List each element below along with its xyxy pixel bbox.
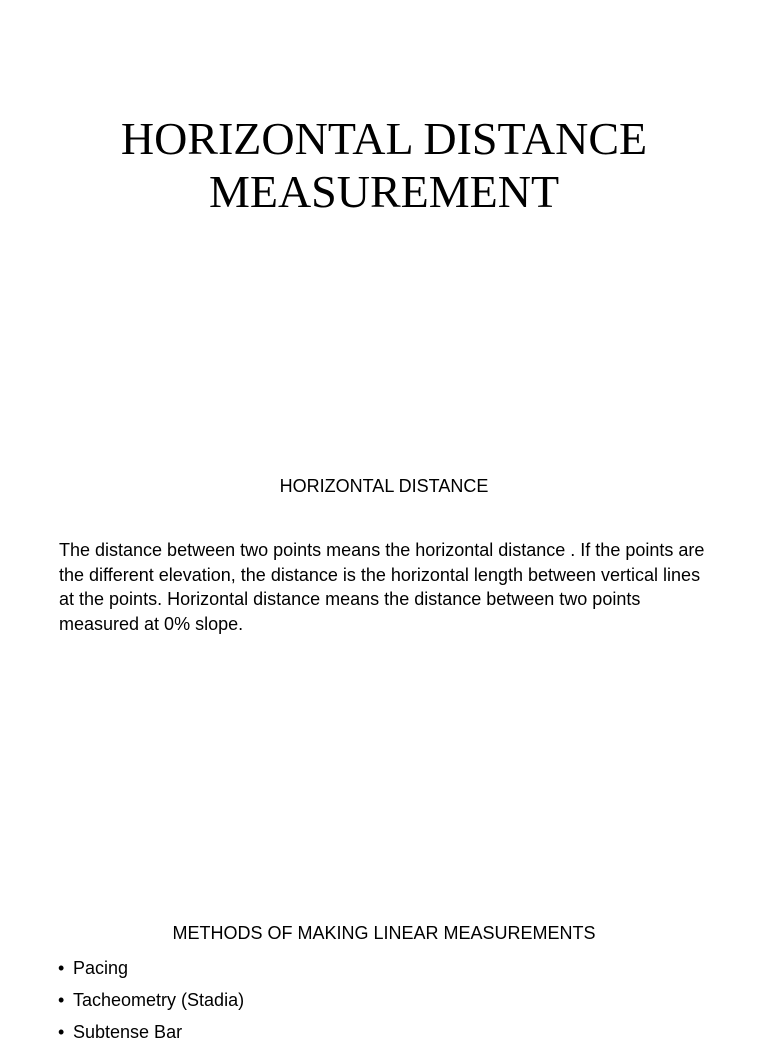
list-item — [58, 952, 718, 984]
page-title — [0, 112, 768, 218]
horizontal-distance-heading: HORIZONTAL DISTANCE — [279, 476, 489, 496]
methods-heading: METHODS OF MAKING LINEAR MEASUREMENTS — [172, 923, 596, 943]
horizontal-distance-paragraph: The distance between two points means the horizontal distance . If the points are the different elevation, the distance is the horizontal length between vertical lines at the points. Horizontal distance means the distance between two points measured at 0% slope. — [59, 540, 705, 634]
list-item-label: Pacing — [73, 958, 129, 978]
bullet-icon: • — [58, 1022, 65, 1042]
list-item — [58, 984, 718, 1016]
title-line-1: HORIZONTAL DISTANCE — [120, 113, 648, 164]
bullet-icon: • — [58, 958, 65, 978]
methods-list — [58, 952, 718, 1048]
bullet-icon: • — [58, 990, 65, 1010]
title-line-2: MEASUREMENT — [208, 166, 560, 217]
list-item — [58, 1016, 718, 1048]
list-item-label: Subtense Bar — [73, 1022, 183, 1042]
list-item-label: Tacheometry (Stadia) — [73, 990, 245, 1010]
